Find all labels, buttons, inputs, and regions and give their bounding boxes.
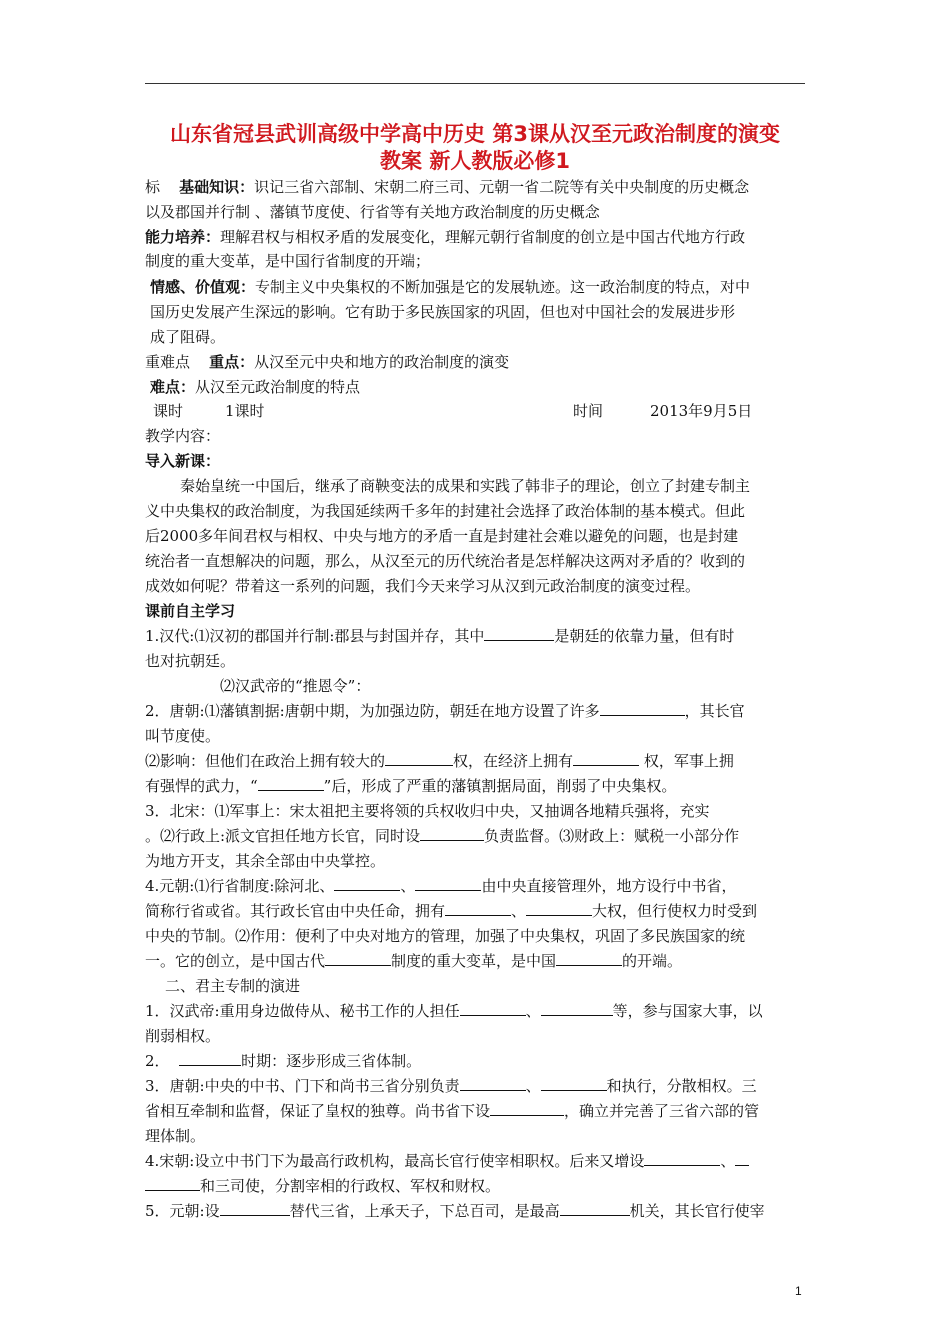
intro-line-1: 秦始皇统一中国后，继承了商鞅变法的成果和实践了韩非子的理论，创立了封建专制主: [180, 477, 751, 495]
s3-line-3: 为地方开支，其余全部由中央掌控。: [145, 852, 386, 870]
t1-text-b: 、: [525, 1002, 541, 1020]
time-value: 2013年9月5日: [650, 402, 753, 420]
fill-blank[interactable]: [735, 1151, 749, 1166]
s4-line-4: [145, 950, 682, 972]
ability-text: 理解君权与相权矛盾的发展变化，理解元朝行省制度的创立是中国古代地方行政: [220, 228, 746, 246]
t2-text-b: 时期：逐步形成三省体制。: [241, 1052, 422, 1070]
s2-line-2: 叫节度使。: [145, 727, 221, 745]
t4-line-2: [145, 1175, 500, 1197]
fill-blank[interactable]: [484, 626, 554, 641]
s2-line: [145, 700, 745, 722]
s2-text-d: ⑵影响：但他们在政治上拥有较大的: [145, 752, 386, 770]
fill-blank[interactable]: [460, 1001, 526, 1016]
emotion-text-3: 成了阻碍。: [150, 328, 226, 346]
fill-blank[interactable]: [490, 1101, 564, 1116]
t3-text-b: 、: [525, 1077, 541, 1095]
t1-line-2: 削弱相权。: [145, 1027, 221, 1045]
fill-blank[interactable]: [556, 951, 622, 966]
emotion-text: 专制主义中央集权的不断加强是它的发展轨迹。这一政治制度的特点，对中: [255, 278, 751, 296]
t3-text-e: ，确立并完善了三省六部的管: [564, 1102, 760, 1120]
t2-line: [145, 1050, 421, 1072]
t4-text-c: 和三司使，分割宰相的行政权、军权和财权。: [200, 1177, 501, 1195]
fill-blank[interactable]: [445, 901, 511, 916]
goal-prefix: 标: [145, 178, 161, 196]
s4-text-h: 一。它的创立，是中国古代: [145, 952, 326, 970]
s4-text-e: 、: [511, 902, 527, 920]
intro-line-2: 义中央集权的政治制度，为我国延续两千多年的封建社会选择了政治体制的基本模式。但此: [145, 502, 746, 520]
t3-text-d: 省相互牵制和监督，保证了皇权的独尊。尚书省下设: [145, 1102, 491, 1120]
s4-text-c: 由中央直接管理外，地方设行中书省，: [481, 877, 737, 895]
time-label: 时间: [573, 402, 604, 420]
fill-blank[interactable]: [420, 826, 484, 841]
fill-blank[interactable]: [385, 751, 453, 766]
s1-line: [145, 625, 734, 647]
goal-knowledge-line: [145, 176, 749, 198]
key-label: 重点：: [209, 353, 255, 371]
fill-blank[interactable]: [573, 751, 639, 766]
ability-label: 能力培养：: [145, 228, 221, 246]
period-label: 课时: [153, 402, 184, 420]
s4-line-3: 中央的节制。⑵作用：便利了中央对地方的管理，加强了中央集权，巩固了多民族国家的统: [145, 927, 746, 945]
s2-text-g: 有强悍的武力，“: [145, 777, 258, 795]
t5-text-c: 机关，其长官行使宰: [629, 1202, 765, 1220]
emotion-line: [150, 276, 750, 298]
fill-blank[interactable]: [560, 1201, 630, 1216]
s1-text-a: 1.汉代:⑴汉初的郡国并行制:郡县与封国并存，其中: [145, 627, 485, 645]
s3-line: 3．北宋：⑴军事上：宋太祖把主要将领的兵权收归中央，又抽调各地精兵强将，充实: [145, 802, 710, 820]
fill-blank[interactable]: [541, 1076, 607, 1091]
s1-text-b: 是朝廷的依靠力量，但有时: [554, 627, 735, 645]
s4-text-i: 制度的重大变革，是中国: [391, 952, 557, 970]
fill-blank[interactable]: [644, 1151, 720, 1166]
t3-line: [145, 1075, 757, 1097]
fill-blank[interactable]: [541, 1001, 613, 1016]
t4-text-a: 4.宋朝:设立中书门下为最高行政机构，最高长官行使宰相职权。后来又增设: [145, 1152, 645, 1170]
fill-blank[interactable]: [460, 1076, 526, 1091]
key-text: 从汉至元中央和地方的政治制度的演变: [254, 353, 510, 371]
s2-text-e: 权，在经济上拥有: [453, 752, 574, 770]
s2-text-b: ，其长官: [684, 702, 745, 720]
fill-blank[interactable]: [526, 901, 592, 916]
s2-text-h: ”后，形成了严重的藩镇割据局面，削弱了中央集权。: [323, 777, 677, 795]
knowledge-text: 识记三省六部制、宋朝二府三司、元朝一省二院等有关中央制度的历史概念: [254, 178, 750, 196]
s3-line-2: [145, 825, 739, 847]
s2-text-a: 2．唐朝:⑴藩镇割据:唐朝中期，为加强边防，朝廷在地方设置了许多: [145, 702, 600, 720]
header-rule: [145, 83, 805, 84]
intro-line-3: 后2000多年间君权与相权、中央与地方的矛盾一直是封建社会难以避免的问题，也是封建: [145, 527, 739, 545]
document-title-line-2: 教案 新人教版必修1: [380, 149, 570, 173]
s2-text-f: 权，军事上拥: [643, 752, 734, 770]
section-2-heading: 二、君主专制的演进: [165, 977, 301, 995]
ability-text-2: 制度的重大变革，是中国行省制度的开端；: [145, 252, 431, 270]
knowledge-label: 基础知识：: [179, 178, 255, 196]
key-points-line: [145, 351, 509, 373]
s2-line-3: [145, 750, 734, 772]
t1-text-c: 等，参与国家大事，以: [612, 1002, 763, 1020]
fill-blank[interactable]: [220, 1201, 290, 1216]
t2-text-a: 2．: [145, 1052, 170, 1070]
t5-text-a: 5．元朝:设: [145, 1202, 220, 1220]
s4-text-j: 的开端。: [622, 952, 683, 970]
t3-text-c: 和执行，分散相权。三: [606, 1077, 757, 1095]
document-title-line-1: 山东省冠县武训高级中学高中历史 第3课从汉至元政治制度的演变: [170, 122, 780, 146]
s2-line-4: [145, 775, 676, 797]
difficult-text: 从汉至元政治制度的特点: [195, 378, 361, 396]
difficult-label: 难点：: [150, 378, 196, 396]
s4-text-a: 4.元朝:⑴行省制度:除河北、: [145, 877, 335, 895]
self-study-heading: 课前自主学习: [145, 602, 236, 620]
s4-text-b: 、: [400, 877, 416, 895]
fill-blank[interactable]: [258, 776, 324, 791]
page-number: 1: [795, 1284, 802, 1298]
t4-line: [145, 1150, 749, 1172]
s3-text-c: 负责监督。⑶财政上：赋税一小部分作: [484, 827, 740, 845]
s4-line: [145, 875, 736, 897]
s4-line-2: [145, 900, 757, 922]
difficult-line: [150, 376, 360, 398]
t4-text-b: 、: [720, 1152, 736, 1170]
fill-blank[interactable]: [415, 876, 481, 891]
period-value: 1课时: [225, 402, 265, 420]
ability-line: [145, 226, 745, 248]
content-label: 教学内容：: [145, 427, 221, 445]
t5-line: [145, 1200, 765, 1222]
t3-text-a: 3．唐朝:中央的中书、门下和尚书三省分别负责: [145, 1077, 460, 1095]
intro-line-4: 统治者一直想解决的问题，那么，从汉至元的历代统治者是怎样解决这两对矛盾的？收到的: [145, 552, 746, 570]
emotion-label: 情感、价值观：: [150, 278, 256, 296]
knowledge-text-2: 以及郡国并行制 、藩镇节度使、行省等有关地方政治制度的历史概念: [145, 203, 600, 221]
s4-text-f: 大权，但行使权力时受到: [592, 902, 758, 920]
t3-line-2: [145, 1100, 759, 1122]
fill-blank[interactable]: [334, 876, 400, 891]
emotion-text-2: 国历史发展产生深远的影响。它有助于多民族国家的巩固，但也对中国社会的发展进步形: [150, 303, 736, 321]
intro-heading: 导入新课：: [145, 452, 221, 470]
s1-line-3: ⑵汉武帝的“推恩令”：: [220, 677, 371, 695]
s1-line-2: 也对抗朝廷。: [145, 652, 236, 670]
s4-text-d: 简称行省或省。其行政长官由中央任命，拥有: [145, 902, 446, 920]
t1-line: [145, 1000, 763, 1022]
t3-line-3: 理体制。: [145, 1127, 206, 1145]
t1-text-a: 1．汉武帝:重用身边做侍从、秘书工作的人担任: [145, 1002, 460, 1020]
key-prefix: 重难点: [145, 353, 191, 371]
fill-blank[interactable]: [600, 701, 685, 716]
fill-blank[interactable]: [145, 1176, 200, 1191]
fill-blank[interactable]: [179, 1051, 241, 1066]
intro-line-5: 成效如何呢？带着这一系列的问题，我们今天来学习从汉到元政治制度的演变过程。: [145, 577, 701, 595]
fill-blank[interactable]: [325, 951, 391, 966]
t5-text-b: 替代三省，上承天子，下总百司，是最高: [289, 1202, 560, 1220]
s3-text-b: 。⑵行政上:派文官担任地方长官，同时设: [145, 827, 421, 845]
